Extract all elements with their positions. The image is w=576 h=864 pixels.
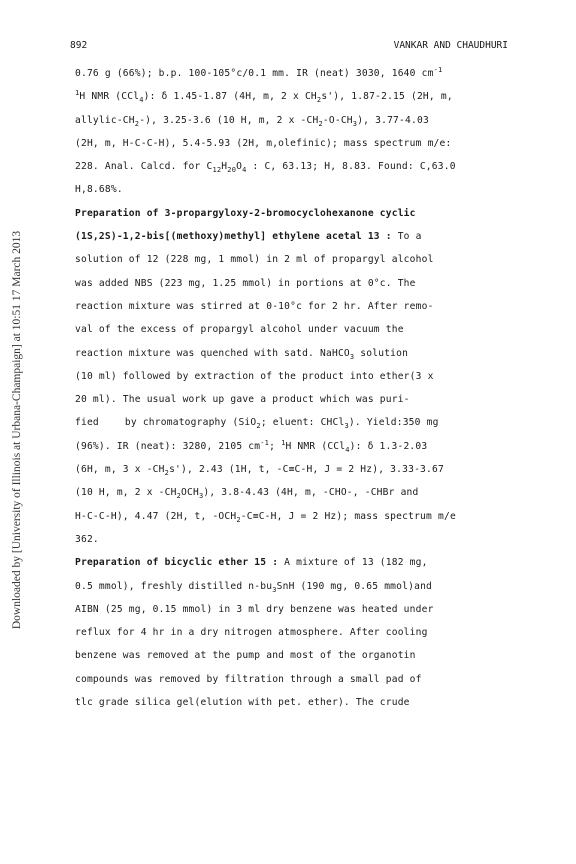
text-line: was added NBS (223 mg, 1.25 mmol) in portions at 0°c. The <box>75 277 416 289</box>
text-line: allylic-$CH_2-$), 3.25-3.6 (10 H, m, 2 x $-CH_2-O-CH_3$), 3.77-4.03 <box>75 114 429 128</box>
text-line: (96%). IR (neat): 3280, 2105 $cm^{-1}$; $^1$H NMR (CCl$_4$): δ 1.3-2.03 <box>75 438 428 454</box>
text-line: 228. Anal. Calcd. for $C_{12}H_{20}O_4$ : C, 63.13; H, 8.83. Found: C,63.0 <box>75 161 456 175</box>
text-line: 0.5 mmol), freshly distilled $n-bu_3SnH$ (190 mg, 0.65 mmol)and <box>75 580 433 594</box>
text-line: fied by chromatography (SiO$_2$; eluent: CHCl$_3$). Yield:350 mg <box>75 417 439 431</box>
download-sidebar <box>0 0 34 864</box>
page-number: 892 <box>70 40 88 51</box>
text-line: 20 ml). The usual work up gave a product which was puri- <box>75 394 410 406</box>
section-heading: (1S,2S)-1,2-bis[(methoxy)methyl] ethylene acetal 13 : <box>75 231 392 243</box>
text-line: val of the excess of propargyl alcohol under vacuum the <box>75 324 404 336</box>
text-line: Preparation of bicyclic ether 15 : A mixture of 13 (182 mg, <box>75 557 428 569</box>
section-heading: Preparation of bicyclic ether 15 : <box>75 557 279 569</box>
text-line: benzene was removed at the pump and most of the organotin <box>75 650 416 662</box>
page-header <box>70 40 508 51</box>
text-line: (2H, m, H-C-C-H), 5.4-5.93 (2H, m,olefinic); mass spectrum m/e: <box>75 137 452 149</box>
text-line: reaction mixture was quenched with satd. NaHCO$_3$ solution <box>75 347 409 361</box>
text-line: 0.76 g (66%); b.p. 100-105°c/0.1 mm. IR (neat) 3030, 1640 $cm^{-1}$ <box>75 66 443 79</box>
text-line: (10 ml) followed by extraction of the product into ether(3 x <box>75 370 434 382</box>
text-line: reaction mixture was stirred at 0-10°c for 2 hr. After remo- <box>75 300 434 312</box>
running-title: VANKAR AND CHAUDHURI <box>393 40 508 51</box>
article-body <box>75 62 515 714</box>
text-line: H,8.68%. <box>75 184 123 196</box>
section-heading: Preparation of 3-propargyloxy-2-bromocyclohexanone cyclic <box>75 207 416 219</box>
text-line: reflux for 4 hr in a dry nitrogen atmosphere. After cooling <box>75 627 428 639</box>
download-notice: Downloaded by [University of Illinois at Urbana-Champaign] at 10:51 17 March 2013 <box>11 230 23 630</box>
text-line: (10 H, m, 2 x $-CH_2OCH_3$), 3.8-4.43 (4H, m, -CHO-, -CHBr and <box>75 487 419 501</box>
text-line: solution of 12 (228 mg, 1 mmol) in 2 ml of propargyl alcohol <box>75 254 434 266</box>
text-line: $^1$H NMR (CCl$_4$): δ 1.45-1.87 (4H, m, 2 x $CH_2s'$), 1.87-2.15 (2H, m, <box>75 89 453 105</box>
text-line: compounds was removed by filtration through a small pad of <box>75 673 422 685</box>
text-line: tlc grade silica gel(elution with pet. ether). The crude <box>75 697 410 709</box>
text-line: AIBN (25 mg, 0.15 mmol) in 3 ml dry benzene was heated under <box>75 603 434 615</box>
text-line: 362. <box>75 533 99 545</box>
text-line: H-C-C-H), 4.47 (2H, t, $-OCH_2-C\equiv C-H$, J = 2 Hz); mass spectrum m/e <box>75 510 456 524</box>
text-line: (1S,2S)-1,2-bis[(methoxy)methyl] ethylene acetal 13 : To a <box>75 231 422 243</box>
text-line: (6H, m, 3 x $-CH_2s'$), 2.43 (1H, t, -C≡C-H, J = 2 Hz), 3.33-3.67 <box>75 464 444 478</box>
